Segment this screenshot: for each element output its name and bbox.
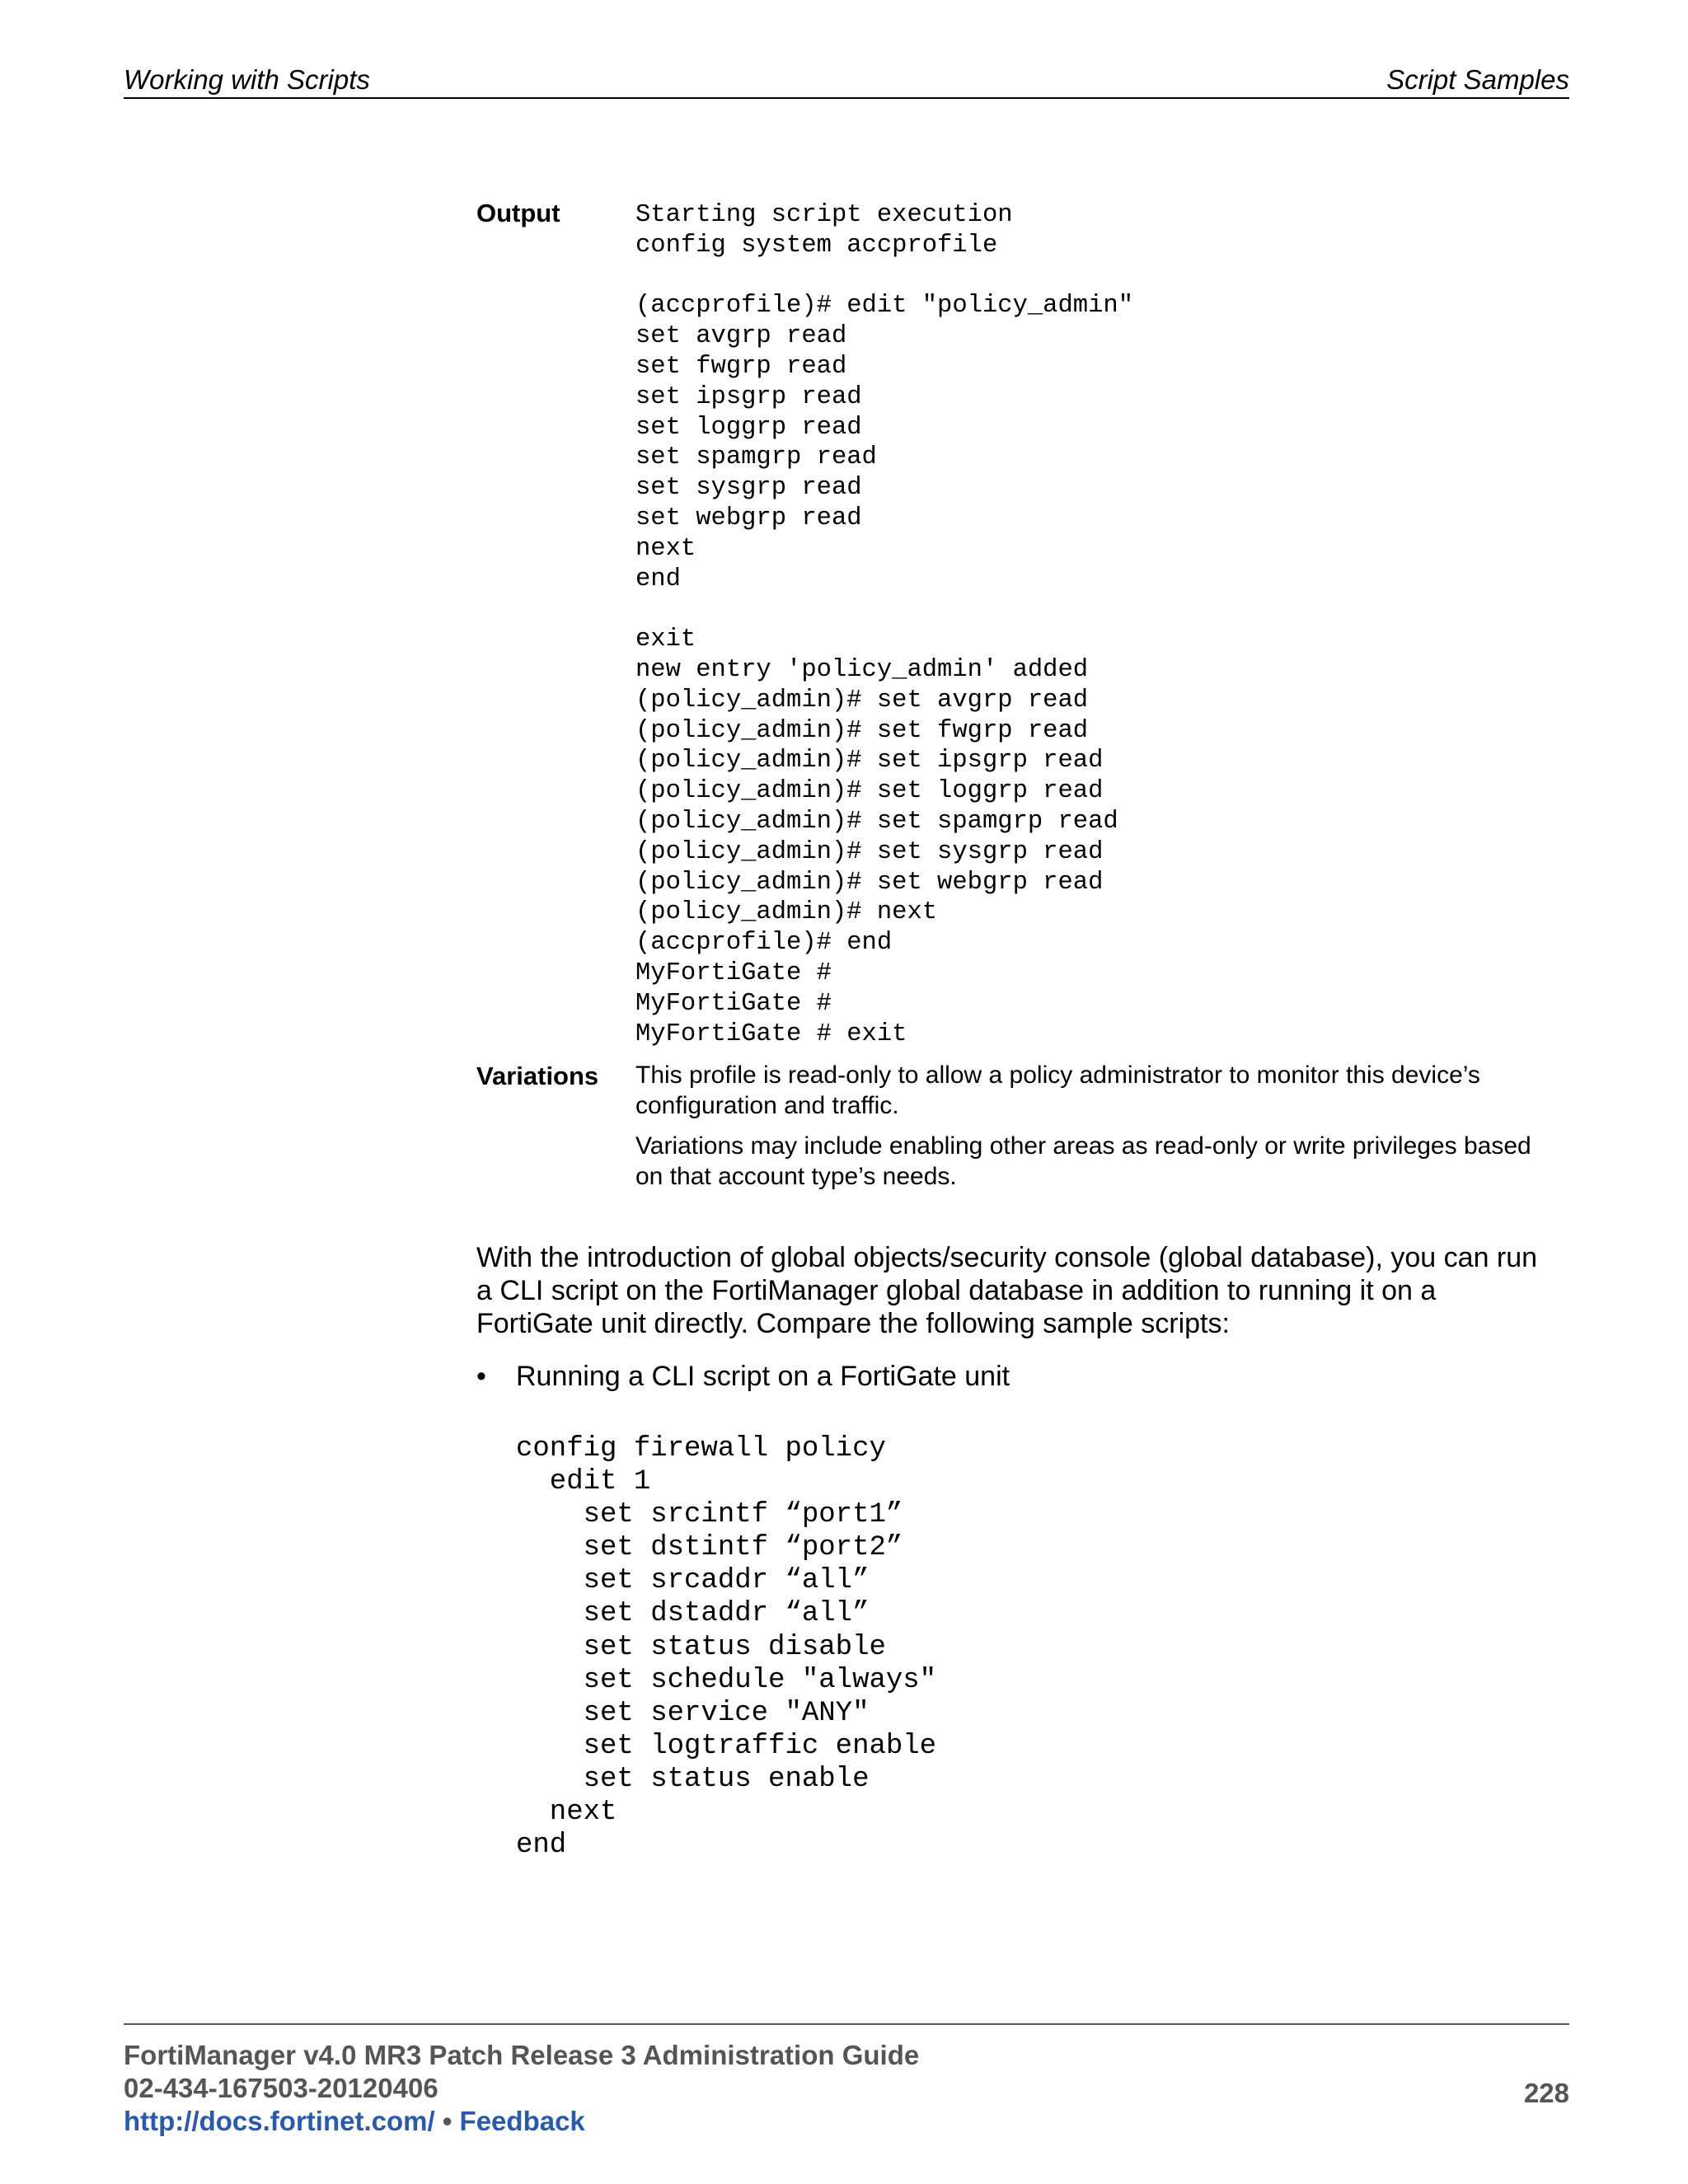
feedback-link[interactable]: Feedback — [459, 2106, 585, 2136]
header-section-title: Script Samples — [1386, 64, 1569, 95]
page-footer — [124, 2023, 1569, 2136]
variations-label: Variations — [476, 1062, 599, 1090]
footer-guide-title: FortiManager v4.0 MR3 Patch Release 3 Administration Guide — [124, 2040, 920, 2070]
output-code-block: Starting script execution config system accprofile (accprofile)# edit "policy_admin" set avgrp read set fwgrp read set ipsgrp read set loggrp read set spamgrp read set sysgrp read set webgrp read next end exit new entry 'policy_admin' added (policy_admin)# set avgrp read (policy_admin)# set fwgrp read (policy_admin)# set ipsgrp read (policy_admin)# set loggrp read (policy_admin)# set spamgrp read (policy_admin)# set sysgrp read (policy_admin)# set webgrp read (policy_admin)# next (accprofile)# end MyFortiGate # MyFortiGate # MyFortiGate # exit — [635, 201, 1133, 1048]
header-chapter-title: Working with Scripts — [124, 64, 370, 95]
output-label: Output — [476, 199, 560, 227]
footer-links — [124, 2106, 585, 2137]
page-header — [124, 61, 1569, 99]
variations-paragraph-1: This profile is read-only to allow a policy administrator to monitor this device’s configuration and traffic. — [635, 1062, 1480, 1119]
variations-paragraph-2: Variations may include enabling other areas as read-only or write privileges based on that account type’s needs. — [635, 1132, 1531, 1190]
page-number: 228 — [1523, 2078, 1569, 2108]
footer-doc-id: 02-434-167503-20120406 — [124, 2073, 438, 2103]
bullet-text: Running a CLI script on a FortiGate unit — [516, 1361, 1010, 1392]
footer-separator: • — [434, 2106, 460, 2136]
bullet-dot: • — [476, 1361, 486, 1392]
docs-link[interactable]: http://docs.fortinet.com/ — [124, 2106, 435, 2136]
intro-paragraph: With the introduction of global objects/security console (global database), you can run a CLI script on the FortiManager global database in addition to running it on a FortiGate unit directly. Compare the following sample scripts: — [476, 1242, 1538, 1339]
sample-code-block: config firewall policy edit 1 set srcintf “port1” set dstintf “port2” set srcaddr “all” set dstaddr “all” set status disable set schedule "always" set service "ANY" set logtraffic enable set status enable next end — [516, 1433, 937, 1862]
